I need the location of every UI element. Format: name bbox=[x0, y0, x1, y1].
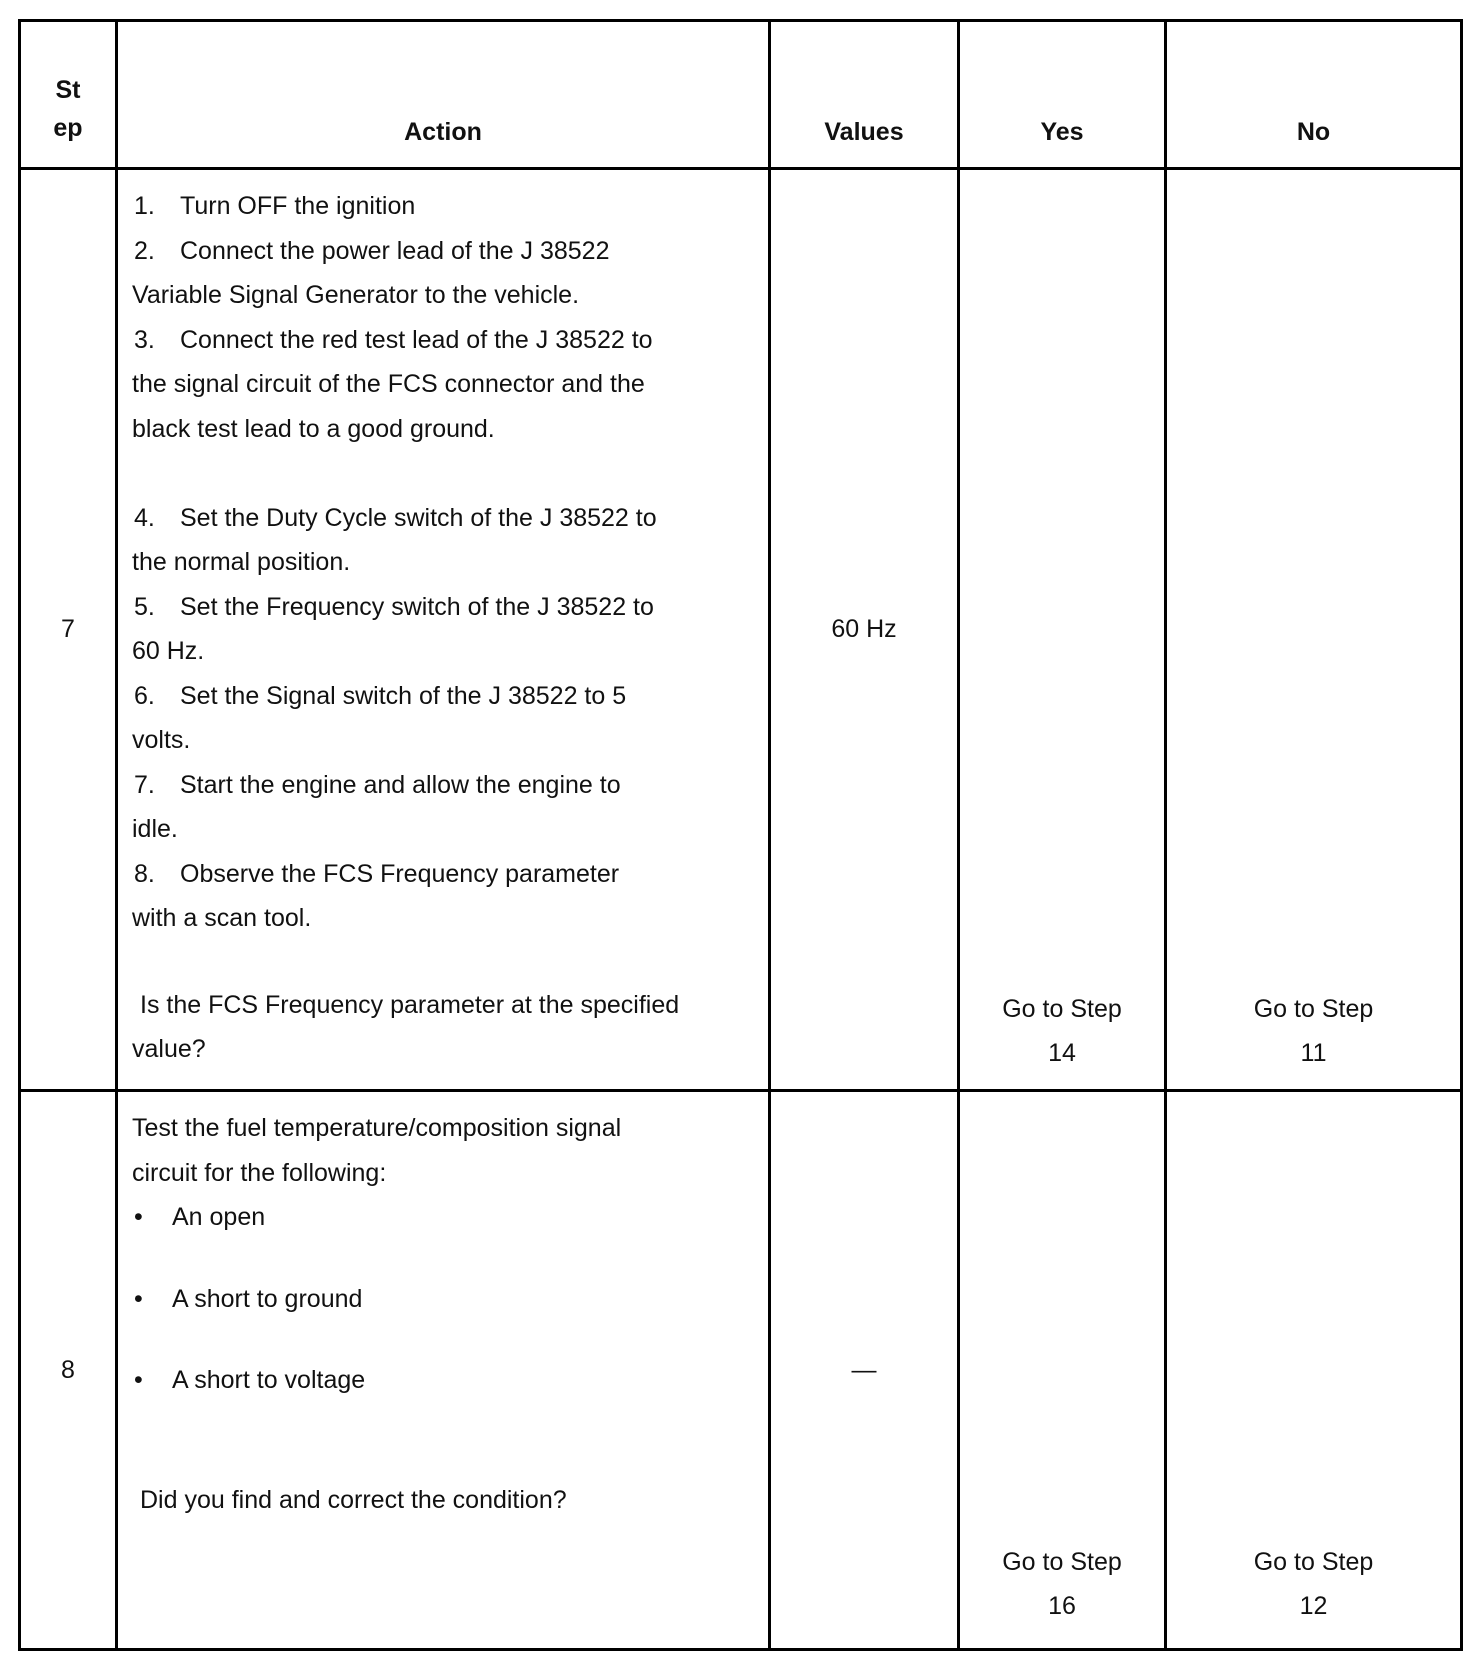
header-row bbox=[20, 21, 1462, 169]
header-yes: Yes bbox=[959, 21, 1166, 169]
action-cell: Test the fuel temperature/composition signal circuit for the following: • An open • A short to ground • A short to voltage Did you find and correct the condition? bbox=[117, 1091, 770, 1650]
yes-cell: Go to Step 14 bbox=[959, 169, 1166, 1091]
header-action: Action bbox=[117, 21, 770, 169]
step-number: 7 bbox=[20, 169, 117, 1091]
action-step-text: Set the Frequency switch of the J 38522 to bbox=[180, 592, 654, 621]
table-row bbox=[20, 169, 1462, 1091]
no-cell: Go to Step 11 bbox=[1166, 169, 1462, 1091]
action-step-text: Connect the power lead of the J 38522 bbox=[180, 236, 610, 265]
action-step-text: Connect the red test lead of the J 38522 to bbox=[180, 325, 653, 354]
step-number: 8 bbox=[20, 1091, 117, 1650]
action-step-text: Set the Signal switch of the J 38522 to 5 bbox=[180, 681, 627, 710]
action-step-text: Start the engine and allow the engine to bbox=[180, 770, 621, 799]
question-text: Did you find and correct the condition? bbox=[140, 1485, 567, 1514]
value-cell: — bbox=[770, 1091, 959, 1650]
header-values: Values bbox=[770, 21, 959, 169]
table-row bbox=[20, 1091, 1462, 1650]
header-step: St ep bbox=[20, 21, 117, 169]
diagnostic-table bbox=[18, 19, 1463, 1651]
header-no: No bbox=[1166, 21, 1462, 169]
action-step-text: Observe the FCS Frequency parameter bbox=[180, 859, 620, 888]
no-cell: Go to Step 12 bbox=[1166, 1091, 1462, 1650]
action-step-text: Set the Duty Cycle switch of the J 38522 to bbox=[180, 503, 657, 532]
bullet-item: An open bbox=[172, 1203, 266, 1231]
value-cell: 60 Hz bbox=[770, 169, 959, 1091]
bullet-item: A short to voltage bbox=[172, 1366, 366, 1394]
action-cell: 1. Turn OFF the ignition 2. Connect the power lead of the J 38522 Variable Signal Generator to the vehicle. 3. Connect the red test lead of the J 38522 to the signal circuit of the FCS connector and the black test lead to a good ground. 4. Set the Duty Cycle switch of the J 38522 to the normal position. 5. Set the Frequency switch of the J 38522 to 60 Hz. 6. Set the Signal switch of the J 38522 to 5 volts. 7. Start the engine and allow the engine to idle. 8. Observe the FCS Frequency parameter with a scan tool. Is the FCS Frequency parameter at the specified value? bbox=[117, 169, 770, 1091]
action-step-text: Turn OFF the ignition bbox=[180, 192, 416, 220]
bullet-item: A short to ground bbox=[172, 1284, 363, 1313]
yes-cell: Go to Step 16 bbox=[959, 1091, 1166, 1650]
question-text: Is the FCS Frequency parameter at the specified bbox=[140, 990, 680, 1019]
